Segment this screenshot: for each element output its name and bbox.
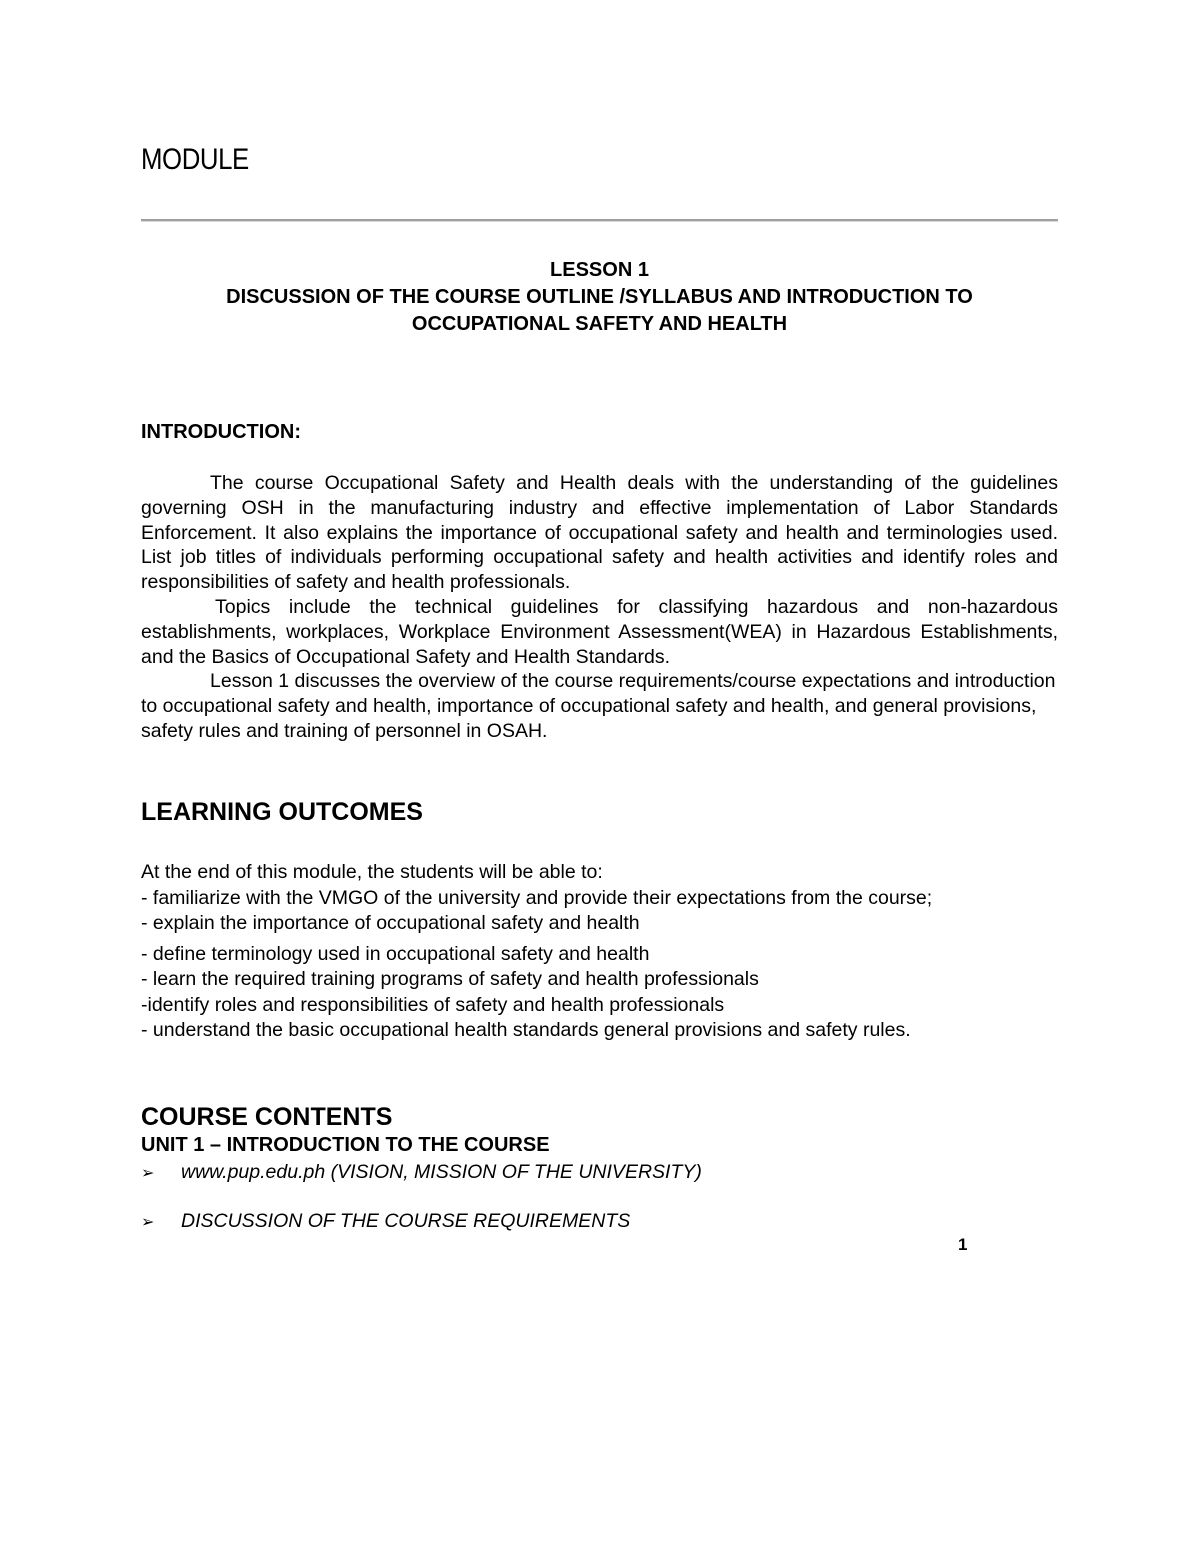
list-item: - familiarize with the VMGO of the university and provide their expectations from the course; bbox=[141, 886, 933, 909]
learning-outcomes-lead: At the end of this module, the students will be able to: bbox=[141, 861, 603, 883]
lesson-title-line-2: OCCUPATIONAL SAFETY AND HEALTH bbox=[411, 313, 788, 335]
list-item: - explain the importance of occupational safety and health bbox=[141, 912, 640, 934]
introduction-paragraph: The course Occupational Safety and Health deals with the understanding of the guidelines governing OSH in the manufacturing industry and effective implementation of Labor Standards Enforcement. It also explains the importance of occupational safety and health and terminologies used. List job titles of individuals performing occupational safety and health activities and identify roles and responsibilities of safety and health professionals. bbox=[141, 472, 1058, 594]
list-item: - learn the required training programs of safety and health professionals bbox=[141, 968, 759, 990]
horizontal-rule bbox=[141, 219, 1058, 222]
list-item bbox=[141, 1160, 702, 1186]
list-item: - understand the basic occupational health standards general provisions and safety rules. bbox=[141, 1019, 911, 1041]
arrow-bullet-icon: ➢ bbox=[141, 1214, 155, 1231]
page-number: 1 bbox=[958, 1235, 968, 1254]
lesson-number: LESSON 1 bbox=[550, 259, 649, 281]
list-item: - define terminology used in occupational safety and health bbox=[141, 942, 650, 965]
list-item: -identify roles and responsibilities of safety and health professionals bbox=[141, 993, 725, 1016]
list-item bbox=[141, 1209, 630, 1235]
learning-outcomes-heading: LEARNING OUTCOMES bbox=[141, 798, 423, 826]
introduction-body bbox=[141, 471, 1058, 744]
lesson-header bbox=[141, 257, 1058, 338]
module-title: MODULE bbox=[141, 143, 249, 176]
bullet-text: DISCUSSION OF THE COURSE REQUIREMENTS bbox=[181, 1210, 631, 1232]
introduction-paragraph: Topics include the technical guidelines for classifying hazardous and non-hazardous establishments, workplaces, Workplace Environment Assessment(WEA) in Hazardous Establishments, and the Basics of Occupational Safety and Health Standards. bbox=[141, 595, 1058, 668]
learning-outcomes-list bbox=[141, 860, 1058, 1044]
lesson-title-line-1: DISCUSSION OF THE COURSE OUTLINE /SYLLABUS AND INTRODUCTION TO bbox=[226, 286, 973, 308]
introduction-paragraph: Lesson 1 discusses the overview of the course requirements/course expectations and introduction to occupational safety and health, importance of occupational safety and health, and general provisions, safety rules and training of personnel in OSAH. bbox=[141, 670, 1056, 742]
introduction-heading: INTRODUCTION: bbox=[141, 421, 301, 443]
unit-heading: UNIT 1 – INTRODUCTION TO THE COURSE bbox=[141, 1134, 550, 1156]
bullet-text: www.pup.edu.ph (VISION, MISSION OF THE UNIVERSITY) bbox=[181, 1161, 702, 1183]
arrow-bullet-icon: ➢ bbox=[141, 1165, 155, 1182]
course-contents-heading: COURSE CONTENTS bbox=[141, 1103, 393, 1131]
